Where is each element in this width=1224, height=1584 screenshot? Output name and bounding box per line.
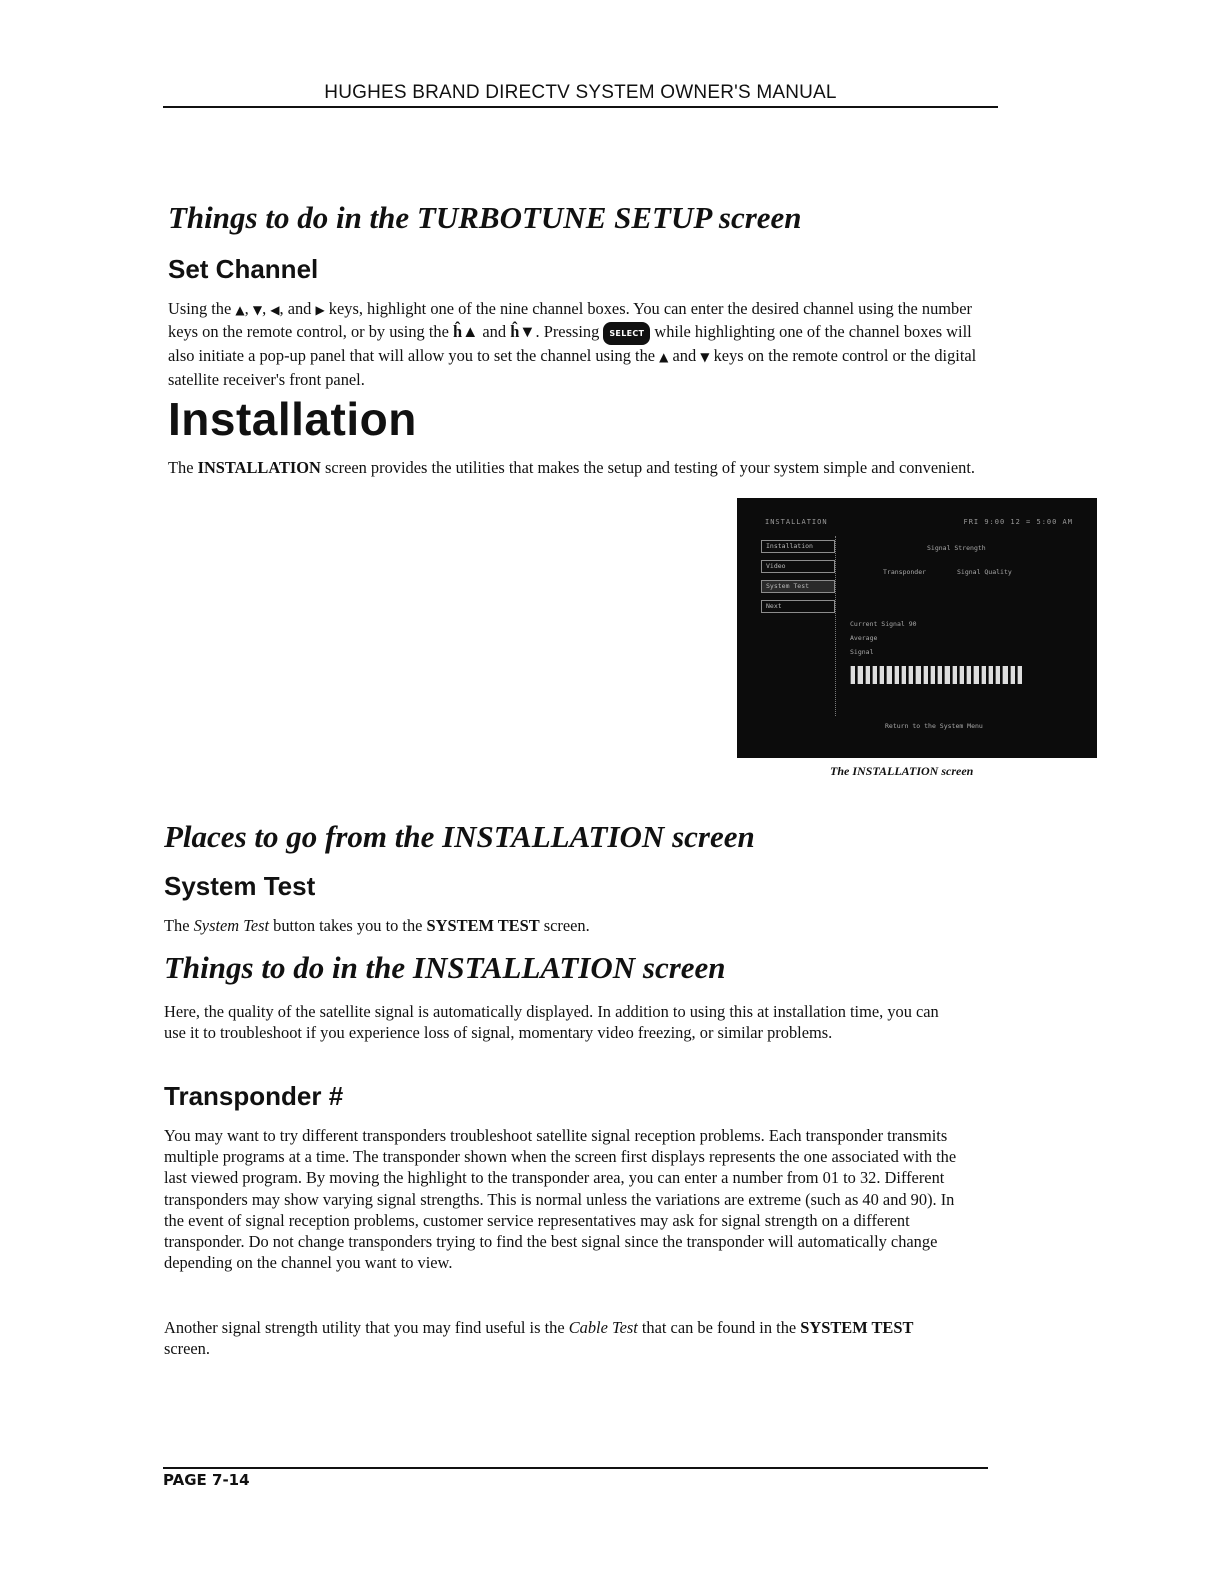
header-rule (163, 106, 998, 108)
select-button-icon: SELECT (603, 322, 650, 345)
running-header: HUGHES BRAND DIRECTV SYSTEM OWNER'S MANUAL (324, 82, 837, 103)
footer-rule (163, 1467, 988, 1469)
channel-up-key-icon: ĥ▲ (452, 322, 479, 342)
channel-down-key-icon: ĥ▼ (510, 322, 536, 342)
down-arrow-icon: ▼ (700, 350, 710, 365)
installation-title: Installation (168, 393, 417, 445)
system-test-title: System Test (164, 871, 316, 901)
screen-row-text: Transponder (883, 568, 927, 576)
screen-row-text: Average (850, 634, 878, 642)
screen-row-text: Current Signal 90 (850, 620, 917, 628)
transponder-title: Transponder # (164, 1081, 344, 1111)
signal-strength-bars (850, 666, 1022, 684)
screen-title: INSTALLATION (765, 518, 828, 526)
things-installation-text: Here, the quality of the satellite signal is automatically displayed. In addition to using this at installation time, you can use it to troubleshoot if you experience loss of signal, momentary video freezing, or similar problems. (164, 1002, 939, 1043)
screen-menu-item: System Test (761, 580, 835, 593)
up-arrow-icon: ▲ (659, 350, 669, 365)
screen-row-text: Signal (850, 648, 874, 656)
right-arrow-icon: ▶ (315, 303, 325, 317)
screen-row-text: Signal Quality (957, 568, 1012, 576)
installation-intro: The INSTALLATION screen provides the utilities that makes the setup and testing of your system simple and convenient. (168, 458, 975, 477)
screen-panel-heading: Signal Strength (927, 544, 986, 552)
installation-screen-image (737, 498, 1097, 758)
set-channel-paragraph: Using the ▲, ▼, ◀, and ▶ keys, highlight one of the nine channel boxes. You can enter the desired channel using the number keys on the remote control, or by using the ĥ▲ and ĥ▼. Pressing SELECT while highlighting one of the channel boxes will also initiate a pop-up panel that will allow you to set the channel using the ▲ and ▼ keys on the remote control or the digital satellite receiver's front panel. (168, 299, 977, 389)
screen-footer-text: Return to the System Menu (885, 722, 983, 730)
screen-menu-item: Video (761, 560, 835, 573)
places-heading: Places to go from the INSTALLATION screen (164, 819, 755, 854)
down-arrow-icon: ▼ (252, 303, 263, 317)
left-arrow-icon: ◀ (270, 303, 280, 317)
things-installation-heading: Things to do in the INSTALLATION screen (164, 950, 726, 985)
page-number: PAGE 7-14 (163, 1471, 250, 1489)
set-channel-title: Set Channel (168, 254, 319, 284)
screen-menu-item: Installation (761, 540, 835, 553)
up-arrow-icon: ▲ (235, 303, 245, 317)
screen-time: FRI 9:00 12 = 5:00 AM (963, 518, 1073, 526)
system-test-text: The System Test button takes you to the SYSTEM TEST screen. (164, 916, 590, 935)
turbotune-heading: Things to do in the TURBOTUNE SETUP screen (168, 200, 802, 235)
transponder-paragraph-2: Another signal strength utility that you may find useful is the Cable Test that can be found in the SYSTEM TEST screen. (164, 1318, 914, 1359)
screen-menu-item: Next (761, 600, 835, 613)
transponder-paragraph: You may want to try different transponders troubleshoot satellite signal reception problems. Each transponder transmits multiple programs at a time. The transponder shown when the screen first displays represents the one associated with the last viewed program. By moving the highlight to the transponder area, you can enter a number from 01 to 32. Different transponders may show varying signal strengths. This is normal unless the variations are extreme (such as 40 and 90). In the event of signal reception problems, customer service representatives may ask for signal strength on a different transponder. Do not change transponders trying to find the best signal since the transponder will automatically change depending on the channel you want to view. (164, 1126, 957, 1273)
figure-caption: The INSTALLATION screen (830, 764, 974, 778)
